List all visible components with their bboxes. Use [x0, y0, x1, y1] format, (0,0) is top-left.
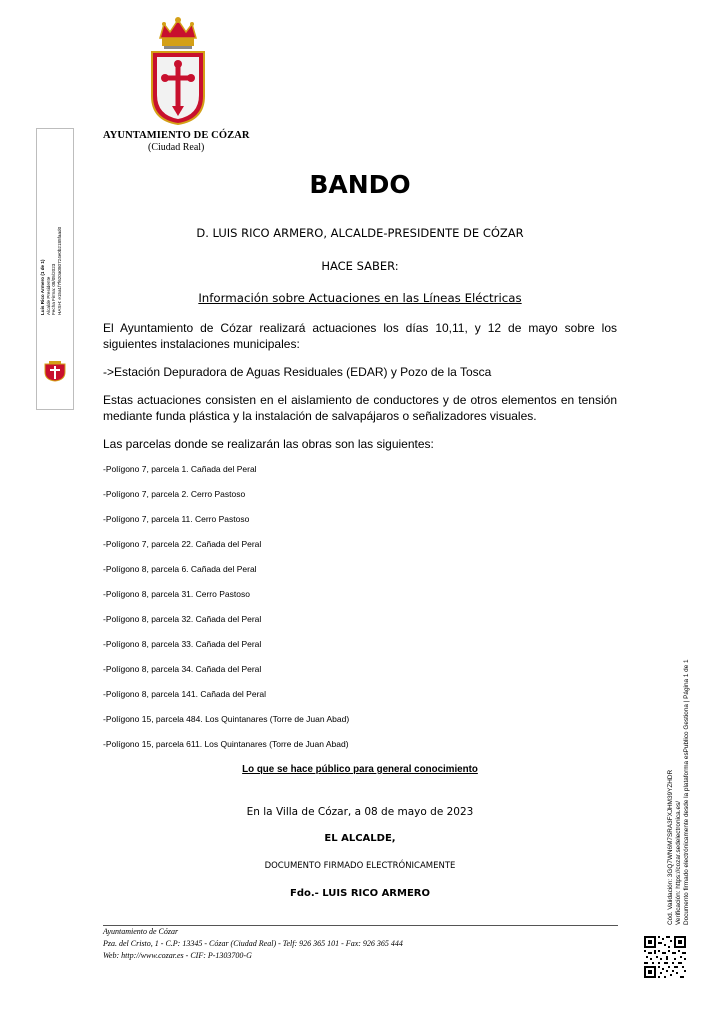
paragraph-4: Las parcelas donde se realizarán las obras son las siguientes: — [103, 437, 434, 451]
parcel-item: -Polígono 7, parcela 22. Cañada del Peral — [103, 539, 262, 549]
sign-hash: HASH: e15a1f7f620a080724e0b2185faad0 — [56, 226, 62, 315]
small-coat-of-arms-icon — [42, 360, 68, 382]
paragraph-3: Estas actuaciones consisten en el aislamiento de conductores y de otros elementos en tensión mediante funda plástica y la instalación de salvapájaros o señalizadores visuales. — [103, 393, 617, 423]
validation-url: Verificación: https://cozar.sedelectronica.es/ — [675, 801, 682, 925]
parcel-item: -Polígono 7, parcela 11. Cerro Pastoso — [103, 514, 250, 524]
parcel-item: -Polígono 8, parcela 31. Cerro Pastoso — [103, 589, 250, 599]
organization-name: AYUNTAMIENTO DE CÓZAR — [103, 130, 250, 141]
parcel-item: -Polígono 15, parcela 484. Los Quintanares (Torre de Juan Abad) — [103, 714, 350, 724]
place-date: En la Villa de Cózar, a 08 de mayo de 2023 — [246, 806, 474, 818]
coat-of-arms-icon — [148, 16, 208, 126]
validation-info — [667, 659, 691, 925]
document-title: BANDO — [309, 170, 411, 199]
hace-saber: HACE SABER: — [321, 259, 399, 273]
validation-code: Cód. Validación: 3GQ7WN6M7SRA3FXJHM39YZHDR — [667, 769, 674, 925]
sign-date: Fecha Firma: 08/05/2023 — [51, 263, 57, 315]
parcel-item: -Polígono 8, parcela 141. Cañada del Peral — [103, 689, 267, 699]
footer-address: Pza. del Cristo, 1 - C.P: 13345 - Cózar (Ciudad Real) - Telf: 926 365 101 - Fax: 926 365 444 — [103, 939, 403, 948]
validation-platform: Documento firmado electrónicamente desde la plataforma esPublico Gestiona | Página 1 de 1 — [683, 659, 690, 925]
qr-code-icon — [643, 935, 687, 979]
parcel-item: -Polígono 7, parcela 1. Cañada del Peral — [103, 464, 257, 474]
signer-name: Luis Rico Armero (1 de 1) — [40, 259, 45, 315]
parcel-item: -Polígono 15, parcela 611. Los Quintanares (Torre de Juan Abad) — [103, 739, 349, 749]
parcel-item: -Polígono 8, parcela 33. Cañada del Peral — [103, 639, 262, 649]
subject-heading: Información sobre Actuaciones en las Líneas Eléctricas — [198, 291, 522, 305]
public-notice: Lo que se hace público para general conocimiento — [242, 764, 478, 775]
paragraph-2: ->Estación Depuradora de Aguas Residuales (EDAR) y Pozo de la Tosca — [103, 365, 492, 379]
footer-web: Web: http://www.cozar.es - CIF: P-1303700-G — [103, 951, 252, 960]
mayor-role: EL ALCALDE, — [324, 833, 396, 844]
parcel-item: -Polígono 8, parcela 32. Cañada del Peral — [103, 614, 262, 624]
parcel-item: -Polígono 7, parcela 2. Cerro Pastoso — [103, 489, 246, 499]
paragraph-1: El Ayuntamiento de Cózar realizará actuaciones los días 10,11, y 12 de mayo sobre los siguientes instalaciones municipales: — [103, 321, 617, 351]
signature-name: Fdo.- LUIS RICO ARMERO — [290, 888, 430, 899]
signed-note: DOCUMENTO FIRMADO ELECTRÓNICAMENTE — [264, 861, 456, 871]
parcel-item: -Polígono 8, parcela 6. Cañada del Peral — [103, 564, 257, 574]
parcel-item: -Polígono 8, parcela 34. Cañada del Peral — [103, 664, 262, 674]
footer-divider — [103, 925, 618, 926]
footer-org: Ayuntamiento de Cózar — [103, 927, 179, 936]
mayor-line: D. LUIS RICO ARMERO, ALCALDE-PRESIDENTE DE CÓZAR — [196, 226, 524, 240]
signer-role: Alcalde Presidente — [45, 276, 51, 315]
organization-location: (Ciudad Real) — [148, 142, 205, 153]
